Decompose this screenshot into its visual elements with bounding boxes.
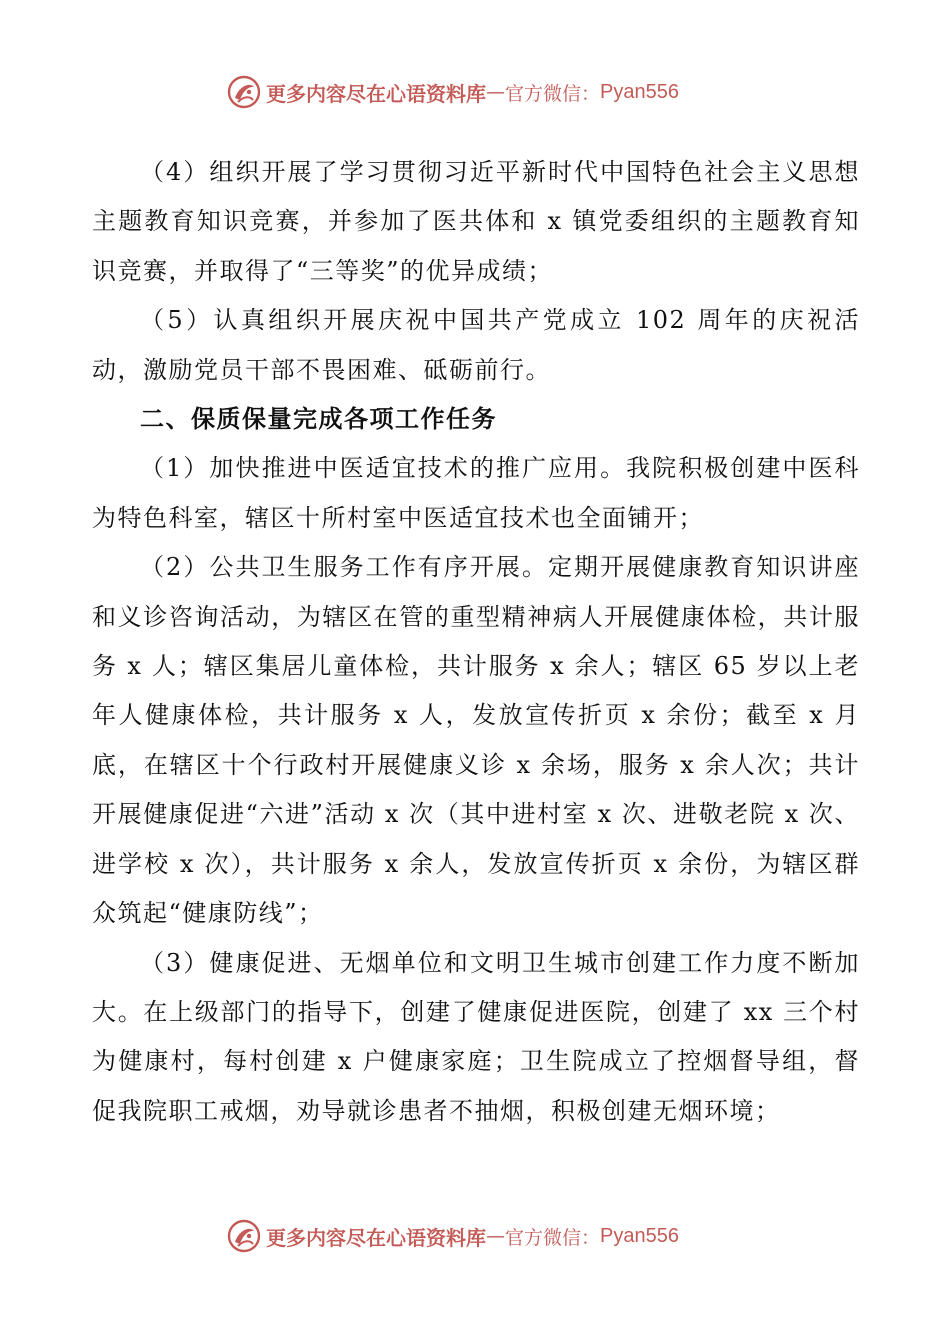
watermark-main-text: 更多内容尽在心语资料库 <box>266 1225 486 1250</box>
watermark-wechat-id: Pyan556 <box>600 1224 679 1247</box>
header-watermark <box>226 72 679 112</box>
paragraph-section-item-3: （3）健康促进、无烟单位和文明卫生城市创建工作力度不断加大。在上级部门的指导下，创建了健康促进医院，创建了 xx 三个村为健康村，每村创建 x 户健康家庭；卫生院成立了控烟督导组，督促我院职工戒烟，劝导就诊患者不抽烟，积极创建无烟环境； <box>92 948 860 1125</box>
paragraph-item-4: （4）组织开展了学习贯彻习近平新时代中国特色社会主义思想主题教育知识竞赛，并参加了医共体和 x 镇党委组织的主题教育知识竞赛，并取得了“三等奖”的优异成绩； <box>92 158 860 285</box>
swirl-logo-icon <box>226 74 262 110</box>
swirl-logo-icon <box>226 1218 262 1254</box>
paragraph-section-item-2: （2）公共卫生服务工作有序开展。定期开展健康教育知识讲座和义诊咨询活动，为辖区在管的重型精神病人开展健康体检，共计服务 x 人；辖区集居儿童体检，共计服务 x 余人；辖区 65 岁以上老年人健康体检，共计服务 x 人，发放宣传折页 x 余份；截至 x 月底，在辖区十个行政村开展健康义诊 x 余场，服务 x 余人次；共计开展健康促进“六进”活动 x 次（其中进村室 x 次、进敬老院 x 次、进学校 x 次），共计服务 x 余人，发放宣传折页 x 余份，为辖区群众筑起“健康防线”； <box>92 553 860 928</box>
watermark-dash: — <box>486 81 505 103</box>
watermark-sub-text: 官方微信： <box>505 1226 601 1249</box>
document-body <box>92 148 860 1136</box>
paragraph-section-item-1: （1）加快推进中医适宜技术的推广应用。我院积极创建中医科为特色科室，辖区十所村室中医适宜技术也全面铺开； <box>92 454 860 532</box>
footer-watermark <box>226 1216 679 1256</box>
paragraph-item-5: （5）认真组织开展庆祝中国共产党成立 102 周年的庆祝活动，激励党员干部不畏困难、砥砺前行。 <box>92 306 860 384</box>
watermark-sub-text: 官方微信： <box>505 82 601 105</box>
section-heading: 二、保质保量完成各项工作任务 <box>140 405 497 434</box>
watermark-wechat-id: Pyan556 <box>600 80 679 103</box>
watermark-main-text: 更多内容尽在心语资料库 <box>266 81 486 106</box>
watermark-dash: — <box>486 1225 505 1247</box>
